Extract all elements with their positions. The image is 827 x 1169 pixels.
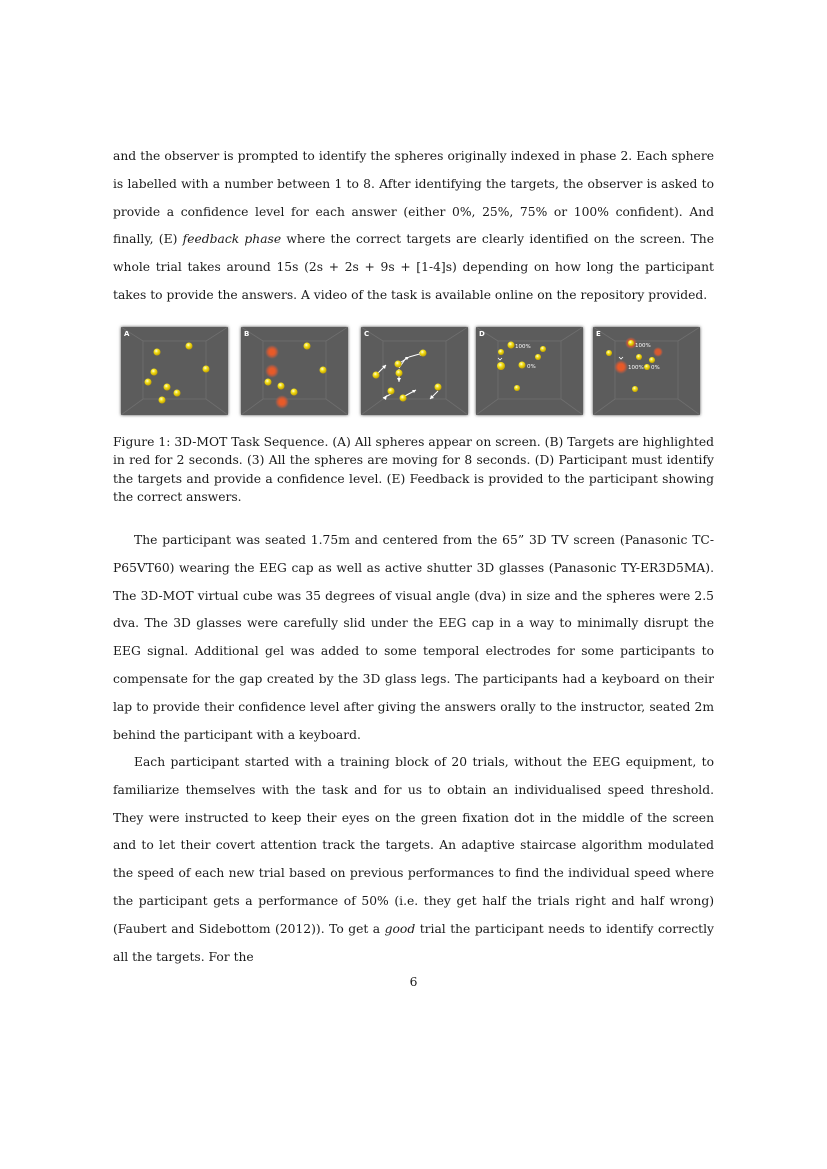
sphere	[304, 343, 311, 350]
sphere	[145, 379, 152, 386]
paragraph-3-emphasis: good	[384, 921, 416, 936]
figure-panel-b	[241, 327, 348, 415]
sphere	[265, 379, 272, 386]
target-sphere	[656, 350, 661, 355]
sphere	[154, 349, 161, 356]
figure-panel-d	[476, 327, 583, 415]
sphere	[151, 369, 158, 376]
sphere	[320, 367, 327, 374]
confidence-label: 100%	[515, 344, 531, 350]
panel-c-letter: C	[364, 330, 370, 338]
target-sphere	[269, 368, 275, 374]
top-paragraph-text-2: where the correct targets are clearly identified on the screen. The whole trial takes around 15s (2s + 2s + 9s + [1-4]s) depending on how long the participant takes to provide the answers. A video of the task is available online on the repository provided.	[113, 232, 714, 302]
figure-1	[121, 327, 709, 417]
sphere	[535, 354, 541, 360]
target-sphere	[279, 399, 285, 405]
sphere	[540, 346, 546, 352]
sphere	[159, 397, 166, 404]
sphere	[497, 362, 505, 370]
sphere	[519, 362, 526, 369]
panel-a-scene	[121, 327, 228, 415]
sphere	[373, 372, 380, 379]
page-number: 6	[409, 975, 418, 989]
paragraph-3-text-2: trial the participant needs to identify correctly all the targets. For the	[113, 921, 714, 964]
confidence-label: 0%	[527, 364, 536, 370]
sphere	[644, 364, 650, 370]
sphere	[508, 342, 515, 349]
figure-panel-e	[593, 327, 700, 415]
sphere	[498, 349, 504, 355]
sphere	[174, 390, 181, 397]
sphere	[514, 385, 520, 391]
check-icon	[619, 357, 623, 359]
target-sphere	[618, 364, 625, 371]
panel-b-scene	[241, 327, 348, 415]
paragraph-2: The participant was seated 1.75m and centered from the 65” 3D TV screen (Panasonic TC-P65VT60) wearing the EEG cap as well as active shutter 3D glasses (Panasonic TY-ER3D5MA). The 3D-MOT virtual cube was 35 degrees of visual angle (dva) in size and the spheres were 2.5 dva. The 3D glasses were carefully slid under the EEG cap in a way to minimally disrupt the EEG signal. Additional gel was added to some temporal electrodes for some participants to compensate for the gap created by the 3D glass legs. The participants had a keyboard on their lap to provide their confidence level after giving the answers orally to the instructor, seated 2m behind the participant with a keyboard.	[113, 533, 714, 742]
sphere	[632, 386, 638, 392]
sphere	[420, 350, 427, 357]
sphere	[636, 354, 642, 360]
paragraph-3	[113, 749, 714, 971]
sphere	[395, 361, 402, 368]
panel-e-letter: E	[596, 330, 601, 338]
sphere	[278, 383, 285, 390]
panel-c-scene	[361, 327, 468, 415]
sphere	[396, 370, 403, 377]
top-paragraph	[113, 143, 714, 310]
sphere	[291, 389, 298, 396]
sphere	[606, 350, 612, 356]
check-icon	[498, 358, 502, 360]
panel-b-letter: B	[244, 330, 250, 338]
sphere	[649, 357, 655, 363]
sphere	[628, 340, 634, 346]
confidence-label: 0%	[651, 365, 660, 371]
panel-d-letter: D	[479, 330, 485, 338]
sphere	[400, 395, 407, 402]
confidence-label: 100%	[628, 365, 644, 371]
confidence-label: 100%	[635, 343, 651, 349]
figure-panel-c	[361, 327, 468, 415]
panel-a-letter: A	[124, 330, 130, 338]
figure-caption: Figure 1: 3D-MOT Task Sequence. (A) All spheres appear on screen. (B) Targets are highlighted in red for 2 seconds. (3) All the spheres are moving for 8 seconds. (D) Participant must identify the targets and provide a confidence level. (E) Feedback is provided to the participant showing the correct answers.	[113, 435, 714, 504]
top-paragraph-text-1: and the observer is prompted to identify the spheres originally indexed in phase 2. Each sphere is labelled with a number between 1 to 8. After identifying the targets, the observer is asked to provide a confidence level for each answer (either 0%, 25%, 75% or 100% confident). And finally, (E)	[113, 149, 714, 247]
paragraph-3-text-1: Each participant started with a training block of 20 trials, without the EEG equipment, to familiarize themselves with the task and for us to obtain an individualised speed threshold. They were instructed to keep their eyes on the green fixation dot in the middle of the screen and to let their covert attention track the targets. An adaptive staircase algorithm modulated the speed of each new trial based on previous performances to find the individual speed where the participant gets a performance of 50% (i.e. they get half the trials right and half wrong) (Faubert and Sidebottom (2012)). To get a	[113, 755, 714, 936]
target-sphere	[269, 349, 275, 355]
sphere	[203, 366, 210, 373]
sphere	[388, 388, 395, 395]
panel-e-scene	[593, 327, 700, 415]
top-paragraph-emphasis: feedback phase	[182, 232, 282, 247]
sphere	[164, 384, 171, 391]
sphere	[435, 384, 442, 391]
panel-d-scene	[476, 327, 583, 415]
figure-panel-a	[121, 327, 228, 415]
sphere	[186, 343, 193, 350]
